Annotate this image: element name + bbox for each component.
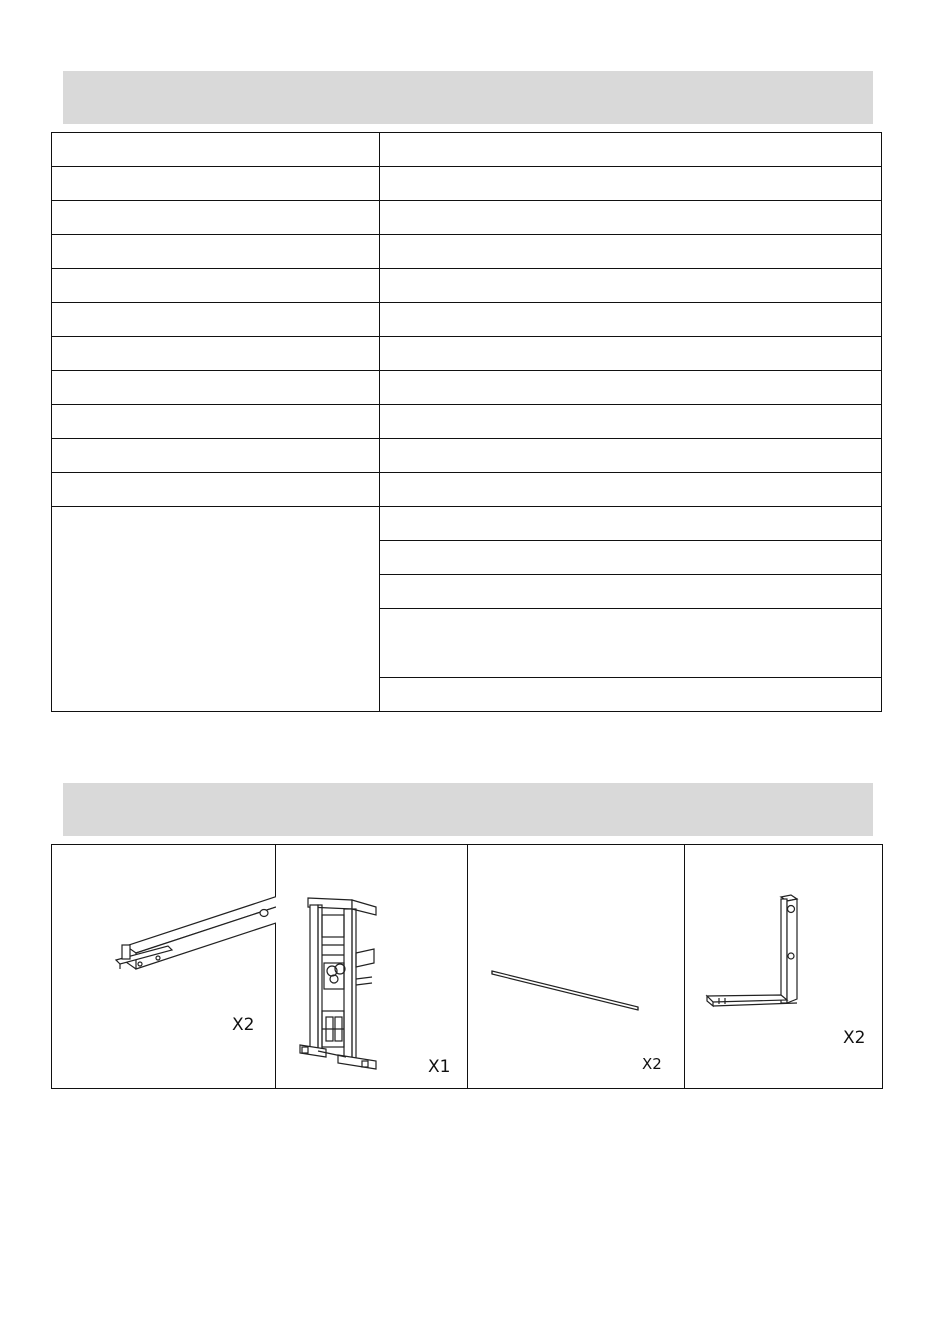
spec-value: [380, 167, 882, 201]
part-quantity: X2: [232, 1015, 255, 1035]
table-row: [52, 337, 882, 371]
spec-label: [52, 201, 380, 235]
spec-group-label: [52, 507, 380, 712]
table-row: [52, 439, 882, 473]
l-bracket-icon: [685, 845, 883, 1088]
table-row: [52, 133, 882, 167]
spec-value: [380, 269, 882, 303]
spec-label: [52, 473, 380, 507]
part-cell-1: [52, 845, 276, 1089]
spec-value: [380, 235, 882, 269]
spec-group-value: [380, 575, 882, 609]
spec-label: [52, 371, 380, 405]
spec-value: [380, 201, 882, 235]
spec-value: [380, 371, 882, 405]
part-cell-3: [468, 845, 685, 1089]
parts-table: [51, 844, 883, 1089]
part-cell-2: [276, 845, 468, 1089]
specifications-heading-banner: [63, 71, 873, 124]
base-tube-icon: [52, 845, 276, 1088]
spec-label: [52, 303, 380, 337]
table-row: [52, 235, 882, 269]
part-quantity: X2: [642, 1055, 662, 1073]
specifications-table: [51, 132, 882, 712]
spec-value: [380, 303, 882, 337]
spec-label: [52, 235, 380, 269]
spec-label: [52, 269, 380, 303]
rod-icon: [468, 845, 685, 1088]
spec-value: [380, 473, 882, 507]
parts-heading-banner: [63, 783, 873, 836]
spec-value: [380, 439, 882, 473]
table-row: [52, 167, 882, 201]
table-row: [52, 269, 882, 303]
spec-label: [52, 133, 380, 167]
table-row: [52, 405, 882, 439]
spec-group-value: [380, 678, 882, 712]
spec-group-value: [380, 507, 882, 541]
spec-label: [52, 337, 380, 371]
spec-label: [52, 405, 380, 439]
spec-label: [52, 167, 380, 201]
table-row: [52, 201, 882, 235]
spec-label: [52, 439, 380, 473]
part-cell-4: [685, 845, 883, 1089]
spec-group-value: [380, 609, 882, 678]
table-row: [52, 473, 882, 507]
main-frame-icon: [276, 845, 468, 1088]
spec-value: [380, 133, 882, 167]
spec-value: [380, 337, 882, 371]
part-quantity: X2: [843, 1028, 866, 1048]
table-row: [52, 371, 882, 405]
part-quantity: X1: [428, 1057, 451, 1077]
spec-value: [380, 405, 882, 439]
table-row: [52, 507, 882, 541]
table-row: [52, 303, 882, 337]
spec-group-value: [380, 541, 882, 575]
